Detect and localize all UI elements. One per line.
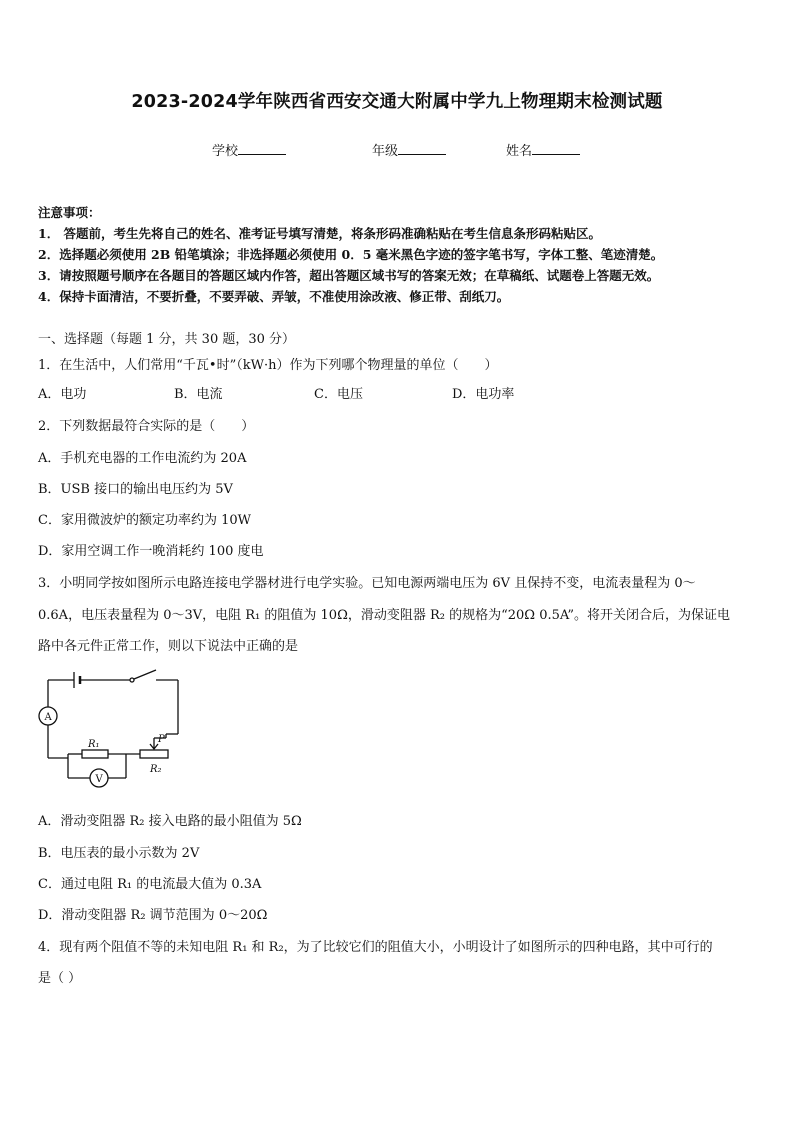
name-blank[interactable] <box>532 143 580 155</box>
grade-field[interactable] <box>372 140 446 159</box>
notice-item: 1． 答题前，考生先将自己的姓名、准考证号填写清楚，将条形码准确粘贴在考生信息条形码粘贴区。 <box>38 226 602 241</box>
voltmeter-label: V <box>95 774 103 785</box>
notice-item: 4．保持卡面清洁，不要折叠，不要弄破、弄皱，不准使用涂改液、修正带、刮纸刀。 <box>38 289 510 304</box>
grade-blank[interactable] <box>398 143 446 155</box>
q2-option-c[interactable]: C．家用微波炉的额定功率约为 10W <box>38 513 251 528</box>
school-blank[interactable] <box>238 143 286 155</box>
q1-stem: 1．在生活中，人们常用“千瓦•时”（kW·h）作为下列哪个物理量的单位（ ） <box>38 358 498 373</box>
page-title: 2023-2024学年陕西省西安交通大附属中学九上物理期末检测试题 <box>131 92 663 112</box>
ammeter-label: A <box>44 712 52 723</box>
q3-option-d[interactable]: D．滑动变阻器 R₂ 调节范围为 0～20Ω <box>38 908 268 923</box>
r2-label: R₂ <box>150 764 162 775</box>
q2-option-b[interactable]: B．USB 接口的输出电压约为 5V <box>38 482 233 497</box>
switch-contact <box>130 678 134 682</box>
q3-option-c[interactable]: C．通过电阻 R₁ 的电流最大值为 0.3A <box>38 877 262 892</box>
notice-heading: 注意事项： <box>38 205 101 220</box>
notice-item: 2．选择题必须使用 2B 铅笔填涂；非选择题必须使用 0．5 毫米黑色字迹的签字笔书写，字体工整、笔迹清楚。 <box>38 247 664 262</box>
q3-stem-line: 3．小明同学按如图所示电路连接电学器材进行电学实验。已知电源两端电压为 6V 且保持不变，电流表量程为 0～ <box>38 576 696 591</box>
rheostat-r2-icon <box>140 750 168 758</box>
circuit-diagram <box>38 668 188 790</box>
resistor-r1-icon <box>82 750 108 758</box>
name-field[interactable] <box>506 140 580 159</box>
q1-option-b[interactable]: B．电流 <box>174 387 223 402</box>
q2-stem: 2．下列数据最符合实际的是（ ） <box>38 419 255 434</box>
r1-label: R₁ <box>88 739 100 750</box>
name-label: 姓名 <box>506 144 533 159</box>
q2-option-a[interactable]: A．手机充电器的工作电流约为 20A <box>38 451 247 466</box>
q4-stem-line: 是（ ） <box>38 971 82 986</box>
q1-option-d[interactable]: D．电功率 <box>452 387 515 402</box>
grade-label: 年级 <box>372 144 399 159</box>
q3-stem-line: 路中各元件正常工作，则以下说法中正确的是 <box>38 639 299 654</box>
q1-option-a[interactable]: A．电功 <box>38 387 87 402</box>
q3-stem-line: 0.6A，电压表量程为 0～3V，电阻 R₁ 的阻值为 10Ω，滑动变阻器 R₂ 的规格为“20Ω 0.5A”。将开关闭合后，为保证电 <box>38 608 731 623</box>
q2-option-d[interactable]: D．家用空调工作一晚消耗约 100 度电 <box>38 544 264 559</box>
section-heading: 一、选择题（每题 1 分，共 30 题，30 分） <box>38 332 296 347</box>
p-label: P <box>158 734 165 745</box>
q1-option-c[interactable]: C．电压 <box>314 387 363 402</box>
school-label: 学校 <box>212 144 239 159</box>
q3-option-b[interactable]: B．电压表的最小示数为 2V <box>38 846 200 861</box>
q3-option-a[interactable]: A．滑动变阻器 R₂ 接入电路的最小阻值为 5Ω <box>38 814 302 829</box>
school-field[interactable] <box>212 140 286 159</box>
switch-blade-icon <box>134 670 156 679</box>
q4-stem-line: 4．现有两个阻值不等的未知电阻 R₁ 和 R₂，为了比较它们的阻值大小，小明设计了如图所示的四种电路，其中可行的 <box>38 940 713 955</box>
notice-item: 3．请按照题号顺序在各题目的答题区域内作答，超出答题区域书写的答案无效；在草稿纸、试题卷上答题无效。 <box>38 268 660 283</box>
